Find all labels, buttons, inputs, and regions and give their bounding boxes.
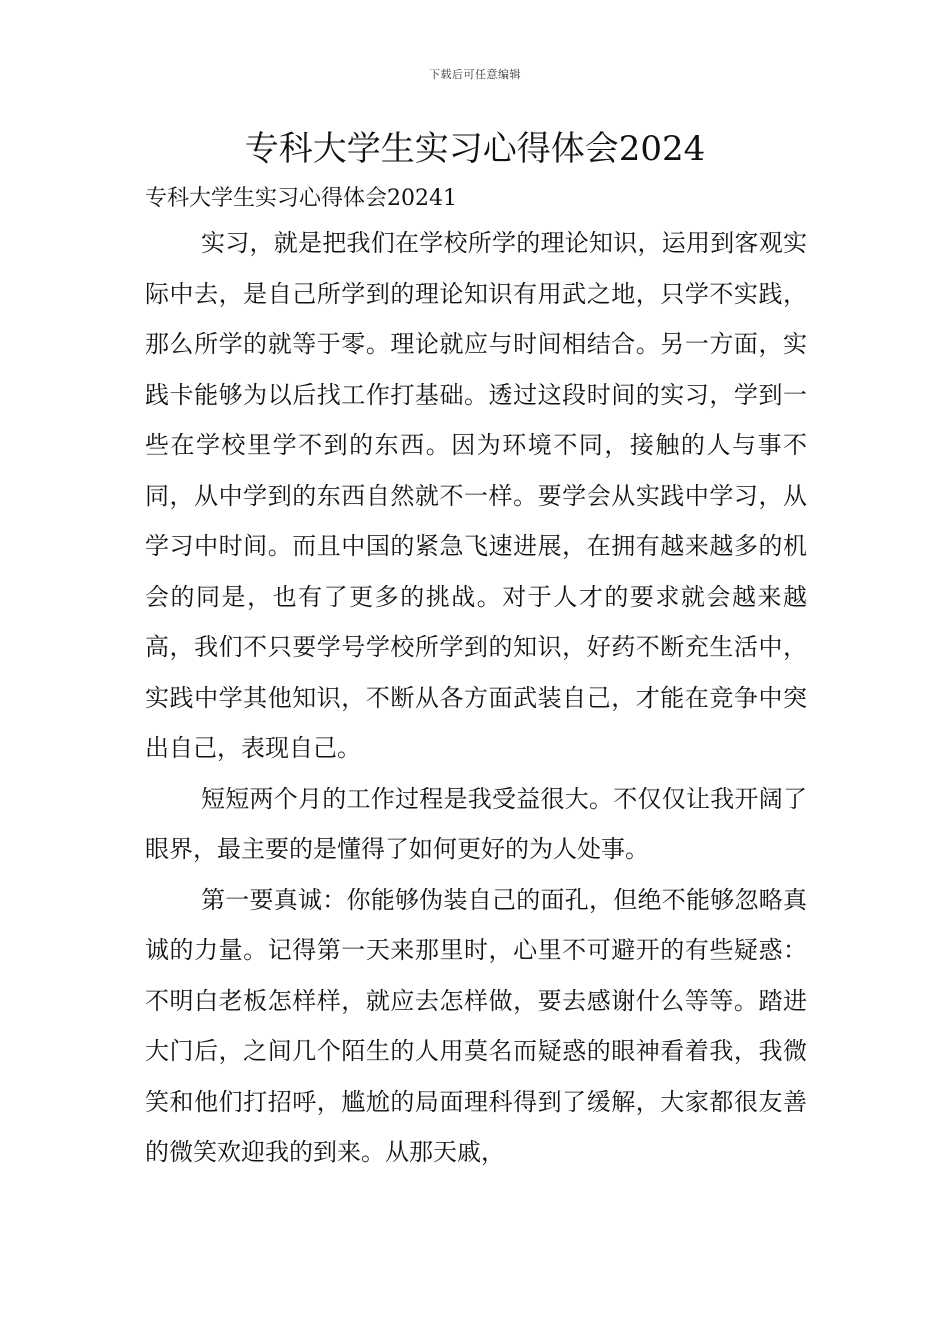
paragraph-two-months: 短短两个月的工作过程是我受益很大。不仅仅让我开阔了眼界，最主要的是懂得了如何更好的为人处事。 [145, 784, 807, 863]
document-title: 专科大学生实习心得体会2024 [244, 129, 706, 169]
document-subtitle: 专科大学生实习心得体会20241 [145, 186, 457, 211]
paragraph-sincerity: 第一要真诚：你能够伪装自己的面孔，但绝不能够忽略真诚的力量。记得第一天来那里时，心里不可避开的有些疑惑：不明白老板怎样样，就应去怎样做，要去感谢什么等等。踏进大门后，之间几个陌生的人用莫名而疑惑的眼神看着我，我微笑和他们打招呼，尴尬的局面理科得到了缓解，大家都很友善的微笑欢迎我的到来。从那天戚， [145, 885, 807, 1166]
paragraph-internship-meaning: 实习，就是把我们在学校所学的理论知识，运用到客观实际中去，是自己所学到的理论知识有用武之地，只学不实践，那么所学的就等于零。理论就应与时间相结合。另一方面，实践卡能够为以后找工作打基础。透过这段时间的实习，学到一些在学校里学不到的东西。因为环境不同，接触的人与事不同，从中学到的东西自然就不一样。要学会从实践中学习，从学习中时间。而且中国的紧急飞速进展，在拥有越来越多的机会的同是，也有了更多的挑战。对于人才的要求就会越来越高，我们不只要学号学校所学到的知识，好药不断充生活中，实践中学其他知识，不断从各方面武装自己，才能在竞争中突出自己，表现自己。 [145, 229, 807, 762]
document-body [145, 180, 807, 1178]
header-note: 下载后可任意编辑 [429, 68, 521, 81]
